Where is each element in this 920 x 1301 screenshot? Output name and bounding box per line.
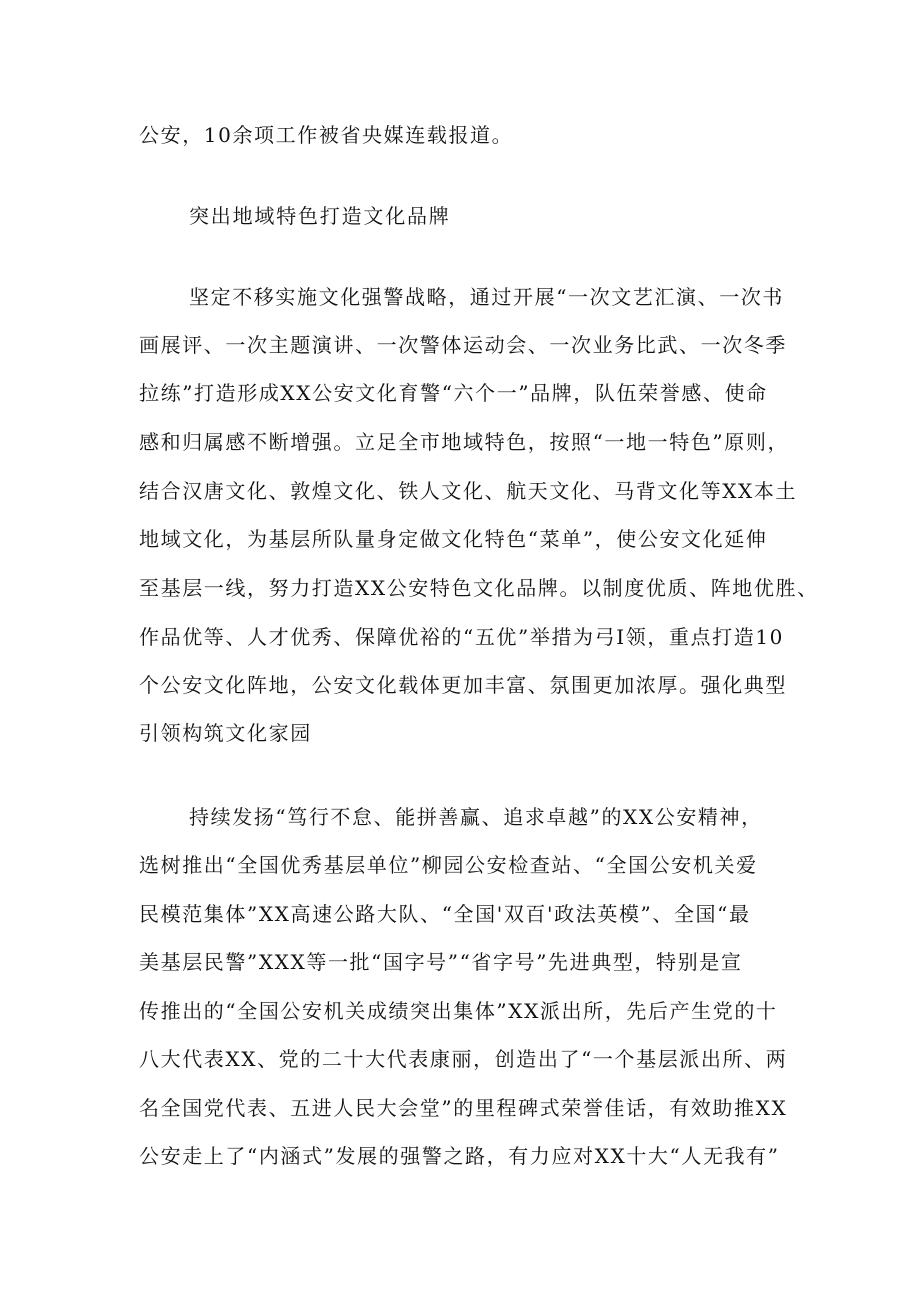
section-heading: 突出地域特色打造文化品牌 <box>189 204 451 228</box>
paragraph-line: 持续发扬“笃行不怠、能拼善赢、追求卓越”的XX公安精神， <box>189 805 763 829</box>
paragraph-line: 拉练”打造形成XX公安文化育警“六个一”品牌，队伍荣誉感、使命 <box>139 381 768 405</box>
paragraph-line: 感和归属感不断增强。立足全市地域特色，按照“一地一特色”原则， <box>139 430 790 454</box>
paragraph-line: 名全国党代表、五进人民大会堂”的里程碑式荣誉佳话，有效助推XX <box>139 1096 788 1120</box>
paragraph-line: 坚定不移实施文化强警战略，通过开展“一次文艺汇演、一次书 <box>189 285 785 309</box>
paragraph-line: 引领构筑文化家园 <box>139 721 312 745</box>
paragraph-line: 美基层民警”XXX等一批“国字号”“省字号”先进典型，特别是宣 <box>139 950 743 974</box>
paragraph-line: 选树推出“全国优秀基层单位”柳园公安检查站、“全国公安机关爱 <box>139 853 758 877</box>
paragraph-line: 结合汉唐文化、敦煌文化、铁人文化、航天文化、马背文化等XX本土 <box>139 479 798 503</box>
paragraph-line: 至基层一线，努力打造XX公安特色文化品牌。以制度优质、阵地优胜、 <box>139 576 819 600</box>
intro-line: 公安，10余项工作被省央媒连载报道。 <box>139 123 514 147</box>
paragraph-line: 作品优等、人才优秀、保障优裕的“五优”举措为弓I领，重点打造10 <box>139 625 784 649</box>
paragraph-line: 个公安文化阵地，公安文化载体更加丰富、氛围更加浓厚。强化典型 <box>139 673 787 697</box>
paragraph-line: 八大代表XX、党的二十大代表康丽，创造出了“一个基层派出所、两 <box>139 1047 788 1071</box>
paragraph-line: 画展评、一次主题演讲、一次警体运动会、一次业务比武、一次冬季 <box>139 333 787 357</box>
paragraph-line: 传推出的“全国公安机关成绩突出集体”XX派出所，先后产生党的十 <box>139 999 778 1023</box>
paragraph-line: 地域文化，为基层所队量身定做文化特色“菜单”，使公安文化延伸 <box>139 527 768 551</box>
paragraph-line: 公安走上了“内涵式”发展的强警之路，有力应对XX十大“人无我有” <box>139 1144 780 1168</box>
paragraph-line: 民模范集体”XX高速公路大队、“全国'双百'政法英模”、全国“最 <box>139 902 751 926</box>
